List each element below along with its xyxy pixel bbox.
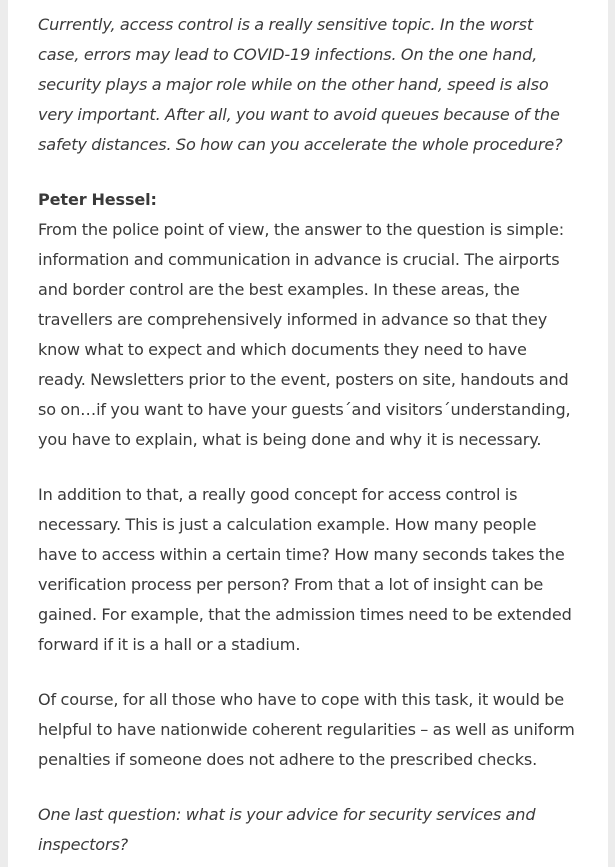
answer-1-paragraph-3: Of course, for all those who have to cope with this task, it would be helpful to have nationwide coherent regularities – as well as uniform penalties if someone does not adhere to the prescribed checks. xyxy=(38,690,575,769)
answer-1-paragraph-1: From the police point of view, the answer to the question is simple: information and communication in advance is crucial. The airports and border control are the best examples. In these areas, the travellers are comprehensively informed in advance so that they know what to expect and which documents they need to have ready. Newsletters prior to the event, posters on site, handouts and so on…if you want to have your guests´and visitors´understanding, you have to explain, what is being done and why it is necessary. xyxy=(38,220,571,449)
interview-answer-1 xyxy=(38,185,578,455)
interview-article xyxy=(38,10,578,860)
interview-question-1: Currently, access control is a really sensitive topic. In the worst case, errors may lead to COVID-19 infections. On the one hand, security plays a major role while on the other hand, speed is also very important. After all, you want to avoid queues because of the safety distances. So how can you accelerate the whole procedure? xyxy=(38,15,563,154)
article-page xyxy=(8,0,608,867)
interview-question-2: One last question: what is your advice for security services and inspectors? xyxy=(38,805,536,854)
answer-1-paragraph-2: In addition to that, a really good concept for access control is necessary. This is just a calculation example. How many people have to access within a certain time? How many seconds takes the verification process per person? From that a lot of insight can be gained. For example, that the admission times need to be extended forward if it is a hall or a stadium. xyxy=(38,485,572,654)
speaker-name: Peter Hessel: xyxy=(38,190,157,209)
